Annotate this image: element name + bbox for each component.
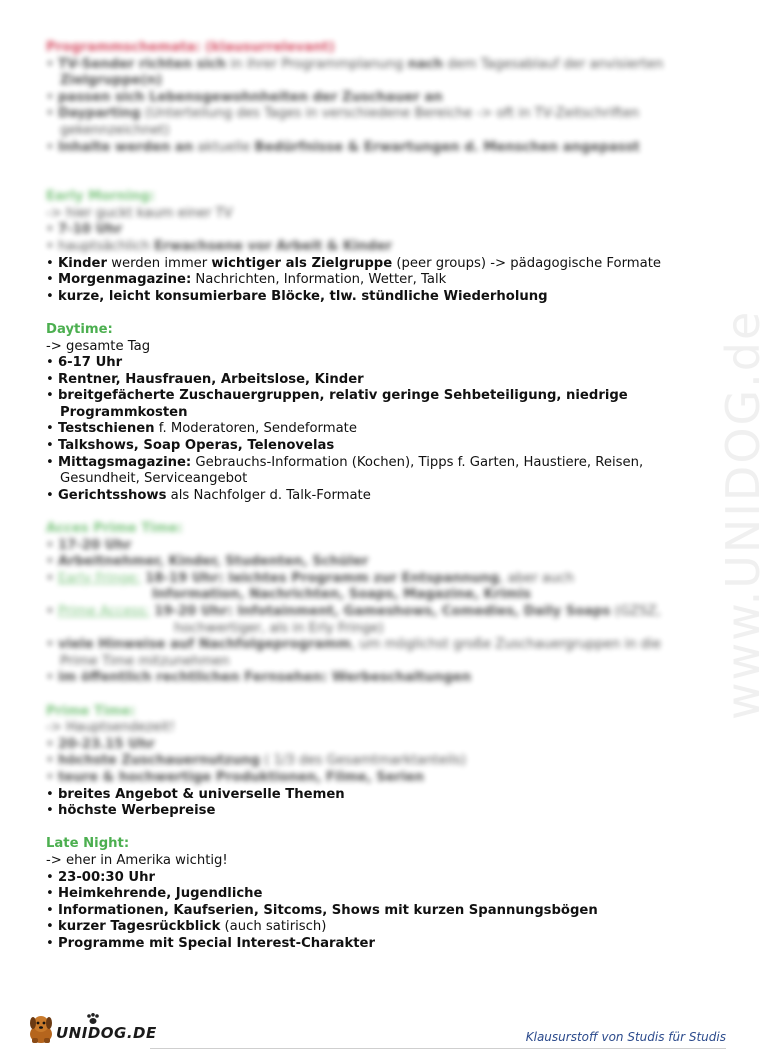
bullet: • [46, 554, 54, 570]
bold-text: Inhalte werden an [57, 139, 194, 155]
bold-text: Rentner, Hausfrauen, Arbeitslose, Kinder [57, 371, 364, 387]
list-item-continuation: hochwertiger, als in Erly Fringe) [174, 620, 384, 636]
list-item [46, 886, 706, 903]
bold-text: Arbeitnehmer, Kinder, Studenten, Schüler [57, 554, 369, 570]
list-item [46, 538, 706, 555]
text: Nachrichten, Information, Wetter, Talk [191, 272, 447, 288]
section-prime-time [46, 704, 706, 820]
bold-text: Heimkehrende, Jugendliche [57, 886, 263, 902]
list-item [46, 388, 706, 405]
logo-text: UNIDOG.DE [56, 1024, 157, 1042]
bold-text: teure & hochwertige Produktionen, Filme, Serien [57, 769, 425, 785]
bullet: • [46, 537, 54, 553]
list-item [46, 604, 706, 621]
section-access-prime-time [46, 521, 706, 687]
bold-text: 17-20 Uhr [57, 537, 132, 553]
text: aktuelle [193, 139, 255, 155]
section-late-night [46, 836, 706, 952]
list-item [46, 355, 706, 372]
bold-text: Dayparting [57, 106, 141, 122]
bold-text: wichtiger als Zielgruppe [211, 255, 393, 271]
list-item-continuation: Zielgruppe(n) [60, 73, 163, 89]
bold-text: im öffentlich rechtlichen Fernsehen: Werbeschaltungen [57, 670, 472, 686]
blurred-block [46, 189, 706, 255]
list-item [46, 239, 706, 256]
list-item [46, 803, 706, 820]
section-heading: Programmschemata: (klausurrelevant) [46, 40, 335, 55]
section-heading: Prime Time: [46, 703, 136, 719]
section-heading: Late Night: [46, 836, 130, 852]
intro-line: -> Hauptsendezeit! [46, 720, 175, 736]
bullet: • [46, 769, 54, 785]
text: (auch satirisch) [220, 919, 327, 935]
list-item [46, 488, 706, 505]
section-early-morning [46, 189, 706, 305]
footer-note: Klausurstoff von Studis für Studis [525, 1030, 726, 1044]
bullet: • [46, 288, 54, 304]
spacer [46, 305, 706, 322]
bold-text: Programme mit Special Interest-Charakter [57, 935, 375, 951]
bold-text: kurze, leicht konsumierbare Blöcke, tlw. stündliche Wiederholung [57, 288, 548, 304]
list-item [46, 737, 706, 754]
spacer [46, 820, 706, 837]
spacer [46, 504, 706, 521]
text: f. Moderatoren, Sendeformate [154, 421, 357, 437]
bullet: • [46, 454, 54, 470]
text: hauptsächlich [57, 238, 155, 254]
link-text: Early Fringe: [57, 570, 141, 586]
bold-text: Erwachsene vor Arbeit & Kinder [154, 238, 392, 254]
list-item [46, 140, 706, 157]
section-heading: Early Morning: [46, 189, 155, 205]
bold-text: Kinder [57, 255, 107, 271]
list-item [46, 222, 706, 239]
bold-text: breites Angebot & universelle Themen [57, 786, 345, 802]
list-item-continuation: gekennzeichnet) [60, 122, 170, 138]
text: in ihrer Programmplanung [226, 56, 408, 72]
text: (peer groups) -> pädagogische Formate [392, 255, 661, 271]
text: (GZSZ, [610, 604, 661, 619]
list-item [46, 770, 706, 787]
text: dem Tagesablauf der anvisierten [443, 56, 664, 72]
spacer [46, 156, 706, 189]
document-body [46, 40, 706, 952]
list-item-continuation: Gesundheit, Serviceangebot [60, 471, 248, 487]
bullet: • [46, 106, 54, 122]
list-item [46, 571, 706, 588]
text: ( 1/3 des Gesamtmarktanteils) [260, 753, 467, 769]
bullet: • [46, 919, 54, 935]
bullet: • [46, 637, 54, 653]
bullet: • [46, 604, 54, 619]
unidog-logo[interactable] [24, 1012, 164, 1048]
bullet: • [46, 355, 54, 371]
bullet: • [46, 753, 54, 769]
bold-text: Informationen, Kaufserien, Sitcoms, Shows mit kurzen Spannungsbögen [57, 902, 598, 918]
section-heading: Daytime: [46, 321, 113, 337]
list-item [46, 637, 706, 654]
list-item-continuation: Information, Nachrichten, Soaps, Magazine, Krimis [152, 587, 531, 603]
list-item [46, 670, 706, 687]
intro-line: -> gesamte Tag [46, 338, 151, 354]
bold-text: breitgefächerte Zuschauergruppen, relativ geringe Sehbeteiligung, niedrige [57, 388, 628, 404]
bullet: • [46, 56, 54, 72]
bullet: • [46, 869, 54, 885]
list-item [46, 936, 706, 953]
bold-text: 7-10 Uhr [57, 222, 123, 238]
bullet: • [46, 570, 54, 586]
bold-text: passen sich Lebensgewohnheiten der Zuschauer an [57, 89, 443, 105]
list-item [46, 421, 706, 438]
list-item [46, 455, 706, 472]
section-heading: Acces Prime Time: [46, 521, 183, 537]
list-item [46, 787, 706, 804]
bold-text: nach [407, 56, 444, 72]
bullet: • [46, 487, 54, 503]
bold-text: 19-20 Uhr: Infotainment, Gameshows, Comedies, Daily Soaps [149, 604, 611, 619]
bullet: • [46, 272, 54, 288]
bold-text: 23-00:30 Uhr [57, 869, 155, 885]
spacer [46, 687, 706, 704]
bold-text: Bedürfnisse & Erwartungen d. Menschen angepasst [254, 139, 640, 155]
intro-line: -> hier guckt kaum einer TV [46, 205, 233, 221]
bold-text: höchste Zuschauernutzung [57, 753, 261, 769]
bold-text: Gerichtsshows [57, 487, 167, 503]
footer-divider [150, 1048, 726, 1049]
text: (Unterteilung des Tages in verschiedene Bereiche -> oft in TV-Zeitschriften [140, 106, 640, 122]
bold-text: höchste Werbepreise [57, 803, 216, 819]
bold-text: Morgenmagazine: [57, 272, 192, 288]
bullet: • [46, 371, 54, 387]
bold-text: 18-19 Uhr: leichtes Programm zur Entspannung [140, 570, 500, 586]
dog-icon [24, 1012, 58, 1046]
text: werden immer [107, 255, 212, 271]
text: als Nachfolger d. Talk-Formate [166, 487, 371, 503]
bullet: • [46, 786, 54, 802]
bullet: • [46, 935, 54, 951]
bullet: • [46, 421, 54, 437]
bullet: • [46, 255, 54, 271]
list-item [46, 256, 706, 273]
list-item-continuation: Prime Time mitzunehmen [60, 653, 230, 669]
bullet: • [46, 886, 54, 902]
bold-text: viele Hinweise auf Nachfolgeprogramm [57, 637, 351, 653]
bold-text: 20-23.15 Uhr [57, 736, 155, 752]
list-item [46, 90, 706, 107]
intro-line: -> eher in Amerika wichtig! [46, 852, 228, 868]
bullet: • [46, 803, 54, 819]
bullet: • [46, 139, 54, 155]
bullet: • [46, 222, 54, 238]
list-item [46, 903, 706, 920]
bold-text: kurzer Tagesrückblick [57, 919, 221, 935]
text: , um möglichst große Zuschauergruppen in die [350, 637, 661, 653]
bold-text: 6-17 Uhr [57, 355, 123, 371]
list-item-continuation: Programmkosten [60, 404, 188, 420]
bullet: • [46, 902, 54, 918]
list-item [46, 554, 706, 571]
bold-text: Mittagsmagazine: [57, 454, 192, 470]
bullet: • [46, 736, 54, 752]
list-item [46, 272, 706, 289]
bullet: • [46, 89, 54, 105]
bullet: • [46, 238, 54, 254]
list-item [46, 372, 706, 389]
bold-text: Talkshows, Soap Operas, Telenovelas [57, 438, 335, 454]
bold-text: Testschienen [57, 421, 155, 437]
watermark: www.UNIDOG.de [716, 309, 770, 720]
list-item [46, 438, 706, 455]
list-item [46, 919, 706, 936]
bullet: • [46, 438, 54, 454]
list-item [46, 289, 706, 306]
blurred-block [46, 704, 706, 787]
list-item [46, 106, 706, 123]
section-programmschemata [46, 40, 706, 156]
text: , aber auch [499, 570, 574, 586]
section-daytime [46, 322, 706, 505]
bullet: • [46, 670, 54, 686]
link-text: Prime Access: [57, 604, 150, 619]
list-item [46, 870, 706, 887]
bold-text: TV-Sender richten sich [57, 56, 227, 72]
list-item [46, 753, 706, 770]
list-item [46, 57, 706, 74]
bullet: • [46, 388, 54, 404]
text: Gebrauchs-Information (Kochen), Tipps f. Garten, Haustiere, Reisen, [191, 454, 644, 470]
